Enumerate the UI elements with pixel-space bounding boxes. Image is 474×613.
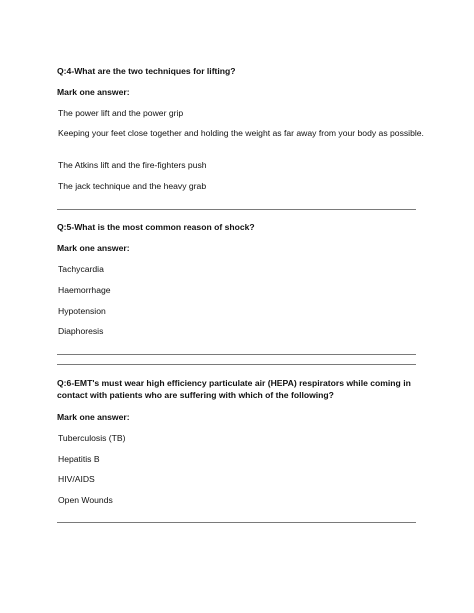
question-5-option-3[interactable]: Hypotension [58, 306, 106, 316]
question-4-title: Q:4-What are the two techniques for lifting? [57, 66, 236, 76]
question-4-option-3[interactable]: The Atkins lift and the fire-fighters push [58, 160, 207, 170]
question-6-option-1[interactable]: Tuberculosis (TB) [58, 433, 126, 443]
question-4-option-2[interactable]: Keeping your feet close together and holding the weight as far away from your body as possible. [58, 128, 424, 138]
question-5-option-2[interactable]: Haemorrhage [58, 285, 111, 295]
question-6-option-3[interactable]: HIV/AIDS [58, 474, 95, 484]
question-5-mark-label: Mark one answer: [57, 243, 130, 253]
question-6-mark-label: Mark one answer: [57, 412, 130, 422]
question-5-option-4[interactable]: Diaphoresis [58, 326, 104, 336]
question-6-option-4[interactable]: Open Wounds [58, 495, 113, 505]
divider [57, 364, 416, 365]
divider [57, 354, 416, 355]
question-6-option-2[interactable]: Hepatitis B [58, 454, 100, 464]
question-6-title: Q:6-EMT's must wear high efficiency particulate air (HEPA) respirators while coming in contact with patients who are suffering with which of the following? [57, 378, 411, 400]
question-4-option-1[interactable]: The power lift and the power grip [58, 108, 184, 118]
divider [57, 209, 416, 210]
question-5-option-1[interactable]: Tachycardia [58, 264, 104, 274]
question-4-option-4[interactable]: The jack technique and the heavy grab [58, 181, 207, 191]
question-5-title: Q:5-What is the most common reason of shock? [57, 222, 255, 232]
divider [57, 522, 416, 523]
question-4-mark-label: Mark one answer: [57, 87, 130, 97]
